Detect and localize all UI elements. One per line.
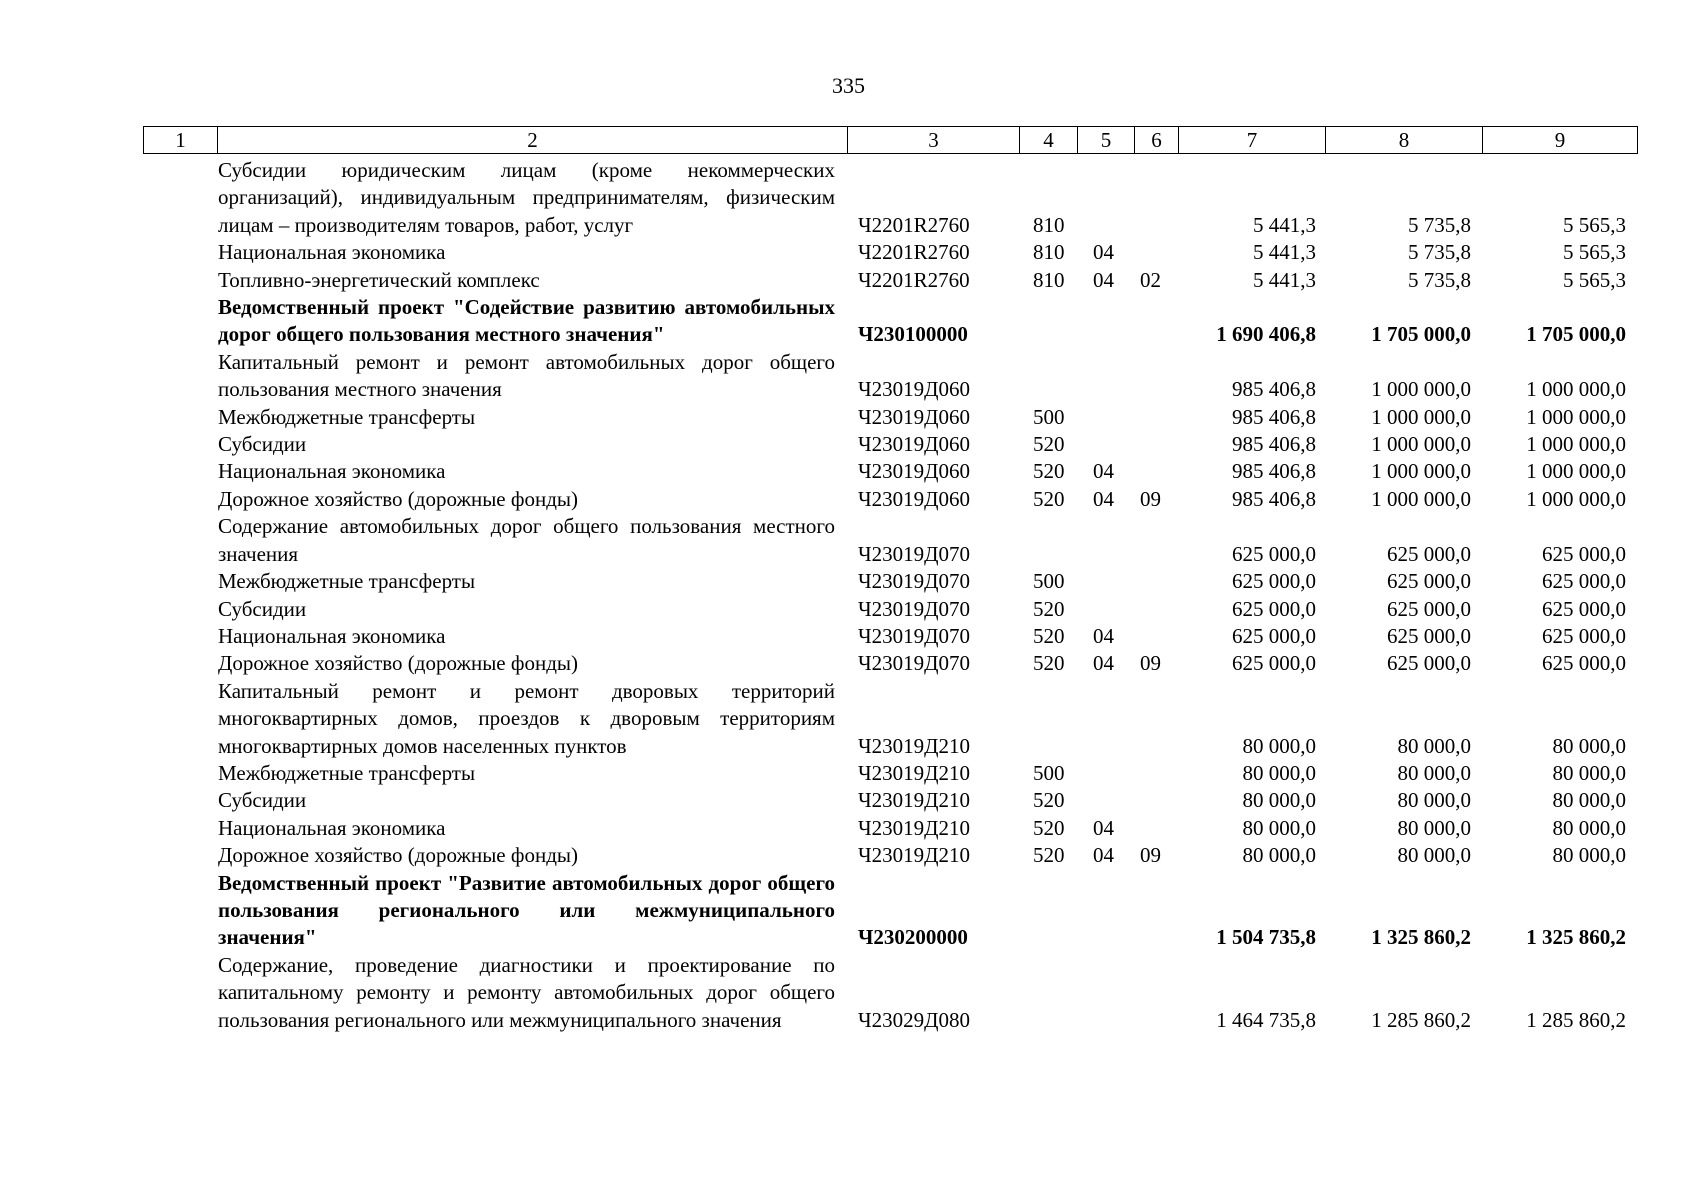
- row-name: Дорожное хозяйство (дорожные фонды): [218, 486, 579, 511]
- row-col4: 520: [1033, 651, 1065, 676]
- row-col5: [1077, 294, 1134, 349]
- row-value7: 80 000,0: [1242, 760, 1316, 785]
- row-value7: 625 000,0: [1232, 596, 1316, 621]
- table-row: [218, 760, 1637, 787]
- row-value7: 5 441,3: [1253, 267, 1316, 292]
- row-col6: [1134, 513, 1178, 568]
- row-col4: 810: [1033, 240, 1065, 265]
- row-col6: 09: [1140, 843, 1161, 868]
- page-number: 335: [832, 73, 865, 98]
- row-col6: [1134, 431, 1178, 458]
- row-value7: 1 690 406,8: [1216, 322, 1316, 347]
- row-col6: 09: [1140, 651, 1161, 676]
- row-code: Ч23019Д210: [858, 843, 970, 868]
- row-value8: 625 000,0: [1387, 569, 1471, 594]
- row-col4: 520: [1033, 788, 1065, 813]
- row-value9: 1 705 000,0: [1526, 322, 1626, 347]
- row-value8: 1 705 000,0: [1371, 322, 1471, 347]
- row-col4: 520: [1033, 843, 1065, 868]
- row-name: Национальная экономика: [218, 815, 446, 840]
- row-value7: 80 000,0: [1242, 733, 1316, 758]
- row-col6: [1134, 815, 1178, 842]
- row-col4: 520: [1033, 596, 1065, 621]
- row-col5: 04: [1093, 459, 1114, 484]
- row-col5: 04: [1093, 240, 1114, 265]
- row-name: Субсидии: [218, 788, 307, 813]
- table-row: [218, 870, 1637, 952]
- row-value9: 80 000,0: [1552, 733, 1626, 758]
- row-name: Межбюджетные трансферты: [218, 404, 476, 429]
- row-col5: 04: [1093, 651, 1114, 676]
- row-value8: 1 000 000,0: [1371, 377, 1471, 402]
- row-name: Межбюджетные трансферты: [218, 760, 476, 785]
- row-col5: [1077, 349, 1134, 404]
- row-col4: [1019, 294, 1077, 349]
- row-value8: 1 000 000,0: [1371, 432, 1471, 457]
- row-value9: 1 000 000,0: [1526, 459, 1626, 484]
- row-code: Ч230200000: [858, 925, 968, 950]
- table-row: [218, 431, 1637, 458]
- row-col6: [1134, 568, 1178, 595]
- row-code: Ч23019Д060: [858, 404, 970, 429]
- row-value8: 80 000,0: [1397, 815, 1471, 840]
- row-name: Дорожное хозяйство (дорожные фонды): [218, 651, 579, 676]
- row-code: Ч23019Д210: [858, 815, 970, 840]
- row-value8: 80 000,0: [1397, 843, 1471, 868]
- row-value9: 625 000,0: [1542, 596, 1626, 621]
- row-col5: 04: [1093, 486, 1114, 511]
- row-value8: 625 000,0: [1387, 541, 1471, 566]
- row-col4: 520: [1033, 459, 1065, 484]
- column-header-7: 7: [1179, 127, 1326, 154]
- row-col5: [1077, 870, 1134, 952]
- row-value7: 985 406,8: [1232, 404, 1316, 429]
- budget-table: [218, 157, 1637, 1034]
- row-col5: 04: [1093, 815, 1114, 840]
- row-value9: 80 000,0: [1552, 788, 1626, 813]
- row-col5: [1077, 760, 1134, 787]
- row-col5: [1077, 787, 1134, 814]
- row-col5: [1077, 431, 1134, 458]
- row-value9: 625 000,0: [1542, 623, 1626, 648]
- row-value8: 625 000,0: [1387, 651, 1471, 676]
- row-value7: 625 000,0: [1232, 541, 1316, 566]
- row-name: Межбюджетные трансферты: [218, 569, 476, 594]
- row-value8: 1 000 000,0: [1371, 404, 1471, 429]
- row-col6: [1134, 678, 1178, 760]
- row-value7: 5 441,3: [1253, 212, 1316, 237]
- row-col5: 04: [1093, 267, 1114, 292]
- row-name: Топливно-энергетический комплекс: [218, 267, 540, 292]
- row-code: Ч23019Д210: [858, 760, 970, 785]
- row-value7: 1 504 735,8: [1216, 925, 1316, 950]
- row-code: Ч23019Д210: [858, 733, 970, 758]
- row-value9: 1 000 000,0: [1526, 432, 1626, 457]
- table-row: [218, 458, 1637, 485]
- row-name: Капитальный ремонт и ремонт автомобильных дорог общего пользования местного значения: [218, 349, 835, 402]
- column-header-9: 9: [1483, 127, 1638, 154]
- row-col4: [1019, 952, 1077, 1034]
- table-row: [218, 294, 1637, 349]
- table-row: [218, 787, 1637, 814]
- row-value8: 5 735,8: [1408, 267, 1471, 292]
- row-value8: 5 735,8: [1408, 240, 1471, 265]
- row-code: Ч23029Д080: [858, 1007, 970, 1032]
- row-value8: 625 000,0: [1387, 623, 1471, 648]
- row-name: Национальная экономика: [218, 240, 446, 265]
- table-row: [218, 623, 1637, 650]
- row-code: Ч23019Д070: [858, 569, 970, 594]
- row-col6: [1134, 404, 1178, 431]
- row-col5: [1077, 596, 1134, 623]
- column-header-4: 4: [1020, 127, 1078, 154]
- row-name: Субсидии: [218, 596, 307, 621]
- row-value9: 1 325 860,2: [1526, 925, 1626, 950]
- row-col5: [1077, 678, 1134, 760]
- row-name: Субсидии юридическим лицам (кроме некоммерческих организаций), индивидуальным предпринимателям, физическим лицам – производителям товаров, работ, услуг: [218, 158, 835, 237]
- row-col4: [1019, 349, 1077, 404]
- row-col4: 520: [1033, 432, 1065, 457]
- row-value7: 5 441,3: [1253, 240, 1316, 265]
- row-value9: 5 565,3: [1563, 240, 1626, 265]
- row-value8: 80 000,0: [1397, 760, 1471, 785]
- row-col4: [1019, 513, 1077, 568]
- row-name: Содержание, проведение диагностики и проектирование по капитальному ремонту и ремонту автомобильных дорог общего пользования регионального или межмуниципального значения: [218, 952, 835, 1032]
- row-value7: 625 000,0: [1232, 623, 1316, 648]
- row-col5: [1077, 952, 1134, 1034]
- row-col6: [1134, 787, 1178, 814]
- row-name: Содержание автомобильных дорог общего пользования местного значения: [218, 514, 835, 566]
- row-value9: 625 000,0: [1542, 569, 1626, 594]
- row-value9: 1 000 000,0: [1526, 486, 1626, 511]
- row-col5: [1077, 404, 1134, 431]
- row-value8: 625 000,0: [1387, 596, 1471, 621]
- row-col6: [1134, 870, 1178, 952]
- row-code: Ч23019Д070: [858, 651, 970, 676]
- table-row: [218, 486, 1637, 513]
- row-col4: [1019, 870, 1077, 952]
- row-col6: [1134, 760, 1178, 787]
- row-col4: 520: [1033, 815, 1065, 840]
- row-col6: 09: [1140, 486, 1161, 511]
- table-row: [218, 404, 1637, 431]
- row-name: Субсидии: [218, 432, 307, 457]
- row-value9: 1 000 000,0: [1526, 404, 1626, 429]
- row-col6: [1134, 458, 1178, 485]
- row-name: Ведомственный проект "Содействие развитию автомобильных дорог общего пользования местного значения": [218, 295, 835, 347]
- row-name: Ведомственный проект "Развитие автомобильных дорог общего пользования регионального или межмуниципального значения": [218, 870, 835, 950]
- row-code: Ч23019Д070: [858, 541, 970, 566]
- table-row: [218, 678, 1637, 760]
- table-row: [218, 513, 1637, 568]
- row-value7: 80 000,0: [1242, 815, 1316, 840]
- row-col5: 04: [1093, 843, 1114, 868]
- row-value9: 80 000,0: [1552, 843, 1626, 868]
- row-value8: 1 000 000,0: [1371, 459, 1471, 484]
- row-value8: 5 735,8: [1408, 212, 1471, 237]
- row-value9: 1 000 000,0: [1526, 377, 1626, 402]
- table-row: [218, 842, 1637, 869]
- table-row: [218, 349, 1637, 404]
- table-row: [218, 596, 1637, 623]
- row-value9: 625 000,0: [1542, 651, 1626, 676]
- row-code: Ч230100000: [858, 322, 968, 347]
- table-row: [218, 157, 1637, 239]
- table-row: [218, 239, 1637, 266]
- row-value8: 1 285 860,2: [1371, 1007, 1471, 1032]
- row-code: Ч2201R2760: [858, 267, 970, 292]
- table-row: [218, 815, 1637, 842]
- row-code: Ч2201R2760: [858, 240, 970, 265]
- row-value9: 625 000,0: [1542, 541, 1626, 566]
- row-code: Ч23019Д060: [858, 377, 970, 402]
- row-col6: [1134, 952, 1178, 1034]
- row-value7: 985 406,8: [1232, 486, 1316, 511]
- row-name: Капитальный ремонт и ремонт дворовых территорий многоквартирных домов, проездов к дворовым территориям многоквартирных домов населенных пунктов: [218, 678, 835, 758]
- row-code: Ч23019Д210: [858, 788, 970, 813]
- row-code: Ч23019Д070: [858, 596, 970, 621]
- row-col6: [1134, 239, 1178, 266]
- row-col4: 500: [1033, 569, 1065, 594]
- column-header-8: 8: [1326, 127, 1483, 154]
- row-value9: 5 565,3: [1563, 267, 1626, 292]
- row-value7: 625 000,0: [1232, 651, 1316, 676]
- row-name: Национальная экономика: [218, 623, 446, 648]
- row-code: Ч23019Д060: [858, 432, 970, 457]
- row-col6: [1134, 349, 1178, 404]
- row-code: Ч2201R2760: [858, 212, 970, 237]
- row-value9: 1 285 860,2: [1526, 1007, 1626, 1032]
- table-body: [218, 157, 1637, 1034]
- table-row: [218, 952, 1637, 1034]
- row-code: Ч23019Д070: [858, 623, 970, 648]
- table-row: [218, 650, 1637, 677]
- row-value7: 985 406,8: [1232, 377, 1316, 402]
- row-col4: 810: [1033, 212, 1065, 237]
- row-value9: 80 000,0: [1552, 760, 1626, 785]
- row-col5: [1077, 513, 1134, 568]
- row-value9: 5 565,3: [1563, 212, 1626, 237]
- row-value7: 1 464 735,8: [1216, 1007, 1316, 1032]
- row-code: Ч23019Д060: [858, 486, 970, 511]
- row-col4: 500: [1033, 404, 1065, 429]
- table-row: [218, 267, 1637, 294]
- column-header-row: [143, 126, 1638, 154]
- row-value7: 625 000,0: [1232, 569, 1316, 594]
- row-name: Дорожное хозяйство (дорожные фонды): [218, 843, 579, 868]
- column-header-3: 3: [848, 127, 1020, 154]
- row-value7: 985 406,8: [1232, 459, 1316, 484]
- row-name: Национальная экономика: [218, 459, 446, 484]
- row-col6: 02: [1140, 267, 1161, 292]
- row-col6: [1134, 157, 1178, 239]
- row-col4: 500: [1033, 760, 1065, 785]
- row-value8: 1 000 000,0: [1371, 486, 1471, 511]
- row-col5: 04: [1093, 623, 1114, 648]
- column-header-2: 2: [218, 127, 848, 154]
- row-col5: [1077, 568, 1134, 595]
- column-header-6: 6: [1135, 127, 1179, 154]
- row-value8: 1 325 860,2: [1371, 925, 1471, 950]
- row-col4: 520: [1033, 623, 1065, 648]
- row-value7: 80 000,0: [1242, 788, 1316, 813]
- row-col5: [1077, 157, 1134, 239]
- row-col4: [1019, 678, 1077, 760]
- row-value9: 80 000,0: [1552, 815, 1626, 840]
- row-col4: 520: [1033, 486, 1065, 511]
- row-value8: 80 000,0: [1397, 788, 1471, 813]
- row-col4: 810: [1033, 267, 1065, 292]
- row-value7: 985 406,8: [1232, 432, 1316, 457]
- row-col6: [1134, 596, 1178, 623]
- row-code: Ч23019Д060: [858, 459, 970, 484]
- row-value7: 80 000,0: [1242, 843, 1316, 868]
- table-row: [218, 568, 1637, 595]
- row-value8: 80 000,0: [1397, 733, 1471, 758]
- column-header-1: 1: [144, 127, 218, 154]
- row-col6: [1134, 294, 1178, 349]
- column-header-5: 5: [1078, 127, 1135, 154]
- row-col6: [1134, 623, 1178, 650]
